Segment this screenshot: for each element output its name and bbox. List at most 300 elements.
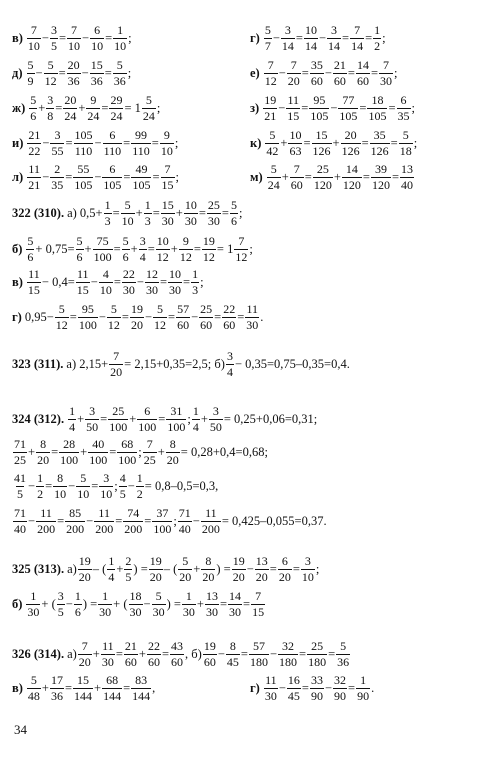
denominator: 20	[232, 569, 245, 584]
fraction	[350, 24, 364, 52]
denominator: 36	[67, 73, 80, 88]
math-line-l7	[12, 235, 253, 263]
part-label: з)	[250, 100, 260, 115]
math-line-l5	[12, 163, 179, 191]
fraction	[202, 235, 216, 263]
numerator: 11	[246, 302, 259, 316]
denominator: 60	[124, 654, 137, 669]
numerator: 1	[192, 404, 199, 418]
fraction	[27, 24, 41, 52]
fraction	[144, 199, 152, 227]
math-line-l2	[12, 59, 131, 87]
math-text: − 0,4=	[41, 274, 75, 289]
numerator: 5	[27, 234, 34, 248]
numerator: 7	[267, 58, 274, 72]
fraction	[176, 303, 190, 331]
fraction	[137, 405, 157, 433]
math-text: −	[98, 309, 106, 324]
fraction	[59, 438, 79, 466]
denominator: 100	[78, 317, 97, 332]
math-text: +	[281, 169, 289, 184]
math-text: ;	[174, 135, 179, 150]
numerator: 5	[270, 162, 277, 176]
part-label: ж)	[12, 100, 26, 115]
math-text: =	[65, 135, 73, 150]
numerator: 14	[345, 162, 358, 176]
math-text: =	[328, 646, 336, 661]
numerator: 19	[264, 93, 277, 107]
fraction	[142, 94, 156, 122]
fraction	[94, 507, 114, 535]
numerator: 2	[54, 162, 61, 176]
denominator: 30	[169, 282, 182, 297]
fraction	[184, 199, 198, 227]
math-text: ;	[249, 241, 253, 256]
numerator: 95	[81, 302, 94, 316]
numerator: 12	[145, 267, 158, 281]
numerator: 19	[232, 554, 245, 568]
fraction	[27, 59, 35, 87]
numerator: 17	[50, 673, 63, 687]
problem-number: 324 (312).	[12, 411, 65, 426]
numerator: 31	[170, 404, 183, 418]
math-text: −	[217, 646, 225, 661]
math-text: =	[152, 205, 160, 220]
numerator: 14	[229, 589, 242, 603]
math-text: ) =	[216, 561, 231, 576]
numerator: 1	[117, 23, 124, 37]
numerator: 5	[182, 554, 189, 568]
denominator: 100	[60, 452, 79, 467]
denominator: 25	[143, 452, 156, 467]
math-text: а) 0,5+	[67, 205, 103, 220]
math-line-l4b	[250, 129, 417, 157]
math-text: =	[123, 135, 131, 150]
denominator: 10	[91, 38, 104, 53]
numerator: 9	[163, 128, 170, 142]
numerator: 3	[304, 554, 311, 568]
fraction	[304, 24, 318, 52]
numerator: 5	[145, 93, 152, 107]
math-text: =	[101, 100, 109, 115]
fraction	[36, 507, 56, 535]
math-line-l3b	[250, 94, 415, 122]
numerator: 6	[109, 128, 116, 142]
fraction	[67, 59, 81, 87]
numerator: 99	[134, 128, 147, 142]
numerator: 15	[315, 128, 328, 142]
denominator: 12	[44, 73, 57, 88]
denominator: 144	[74, 688, 93, 703]
numerator: 85	[69, 506, 82, 520]
denominator: 100	[153, 521, 172, 536]
fraction	[397, 94, 411, 122]
numerator: 7	[293, 162, 300, 176]
math-line-l3	[12, 94, 160, 122]
numerator: 25	[207, 198, 220, 212]
part-label: е)	[250, 65, 260, 80]
fraction	[102, 674, 122, 702]
fraction	[90, 24, 104, 52]
fraction	[264, 59, 278, 87]
numerator: 22	[122, 267, 135, 281]
fraction	[160, 129, 174, 157]
fraction	[27, 674, 41, 702]
math-text: −	[278, 680, 286, 695]
numerator: 19	[130, 302, 143, 316]
fraction	[168, 268, 182, 296]
numerator: 1	[192, 267, 199, 281]
math-line-l4	[12, 129, 178, 157]
fraction	[117, 438, 137, 466]
fraction	[78, 640, 92, 668]
numerator: 5	[47, 58, 54, 72]
math-text: +	[200, 411, 208, 426]
fraction	[203, 640, 217, 668]
fraction	[152, 590, 166, 618]
fraction	[107, 303, 121, 331]
fraction	[63, 94, 77, 122]
numerator: 5	[230, 198, 237, 212]
math-line-l14	[12, 507, 327, 535]
fraction	[109, 350, 123, 378]
numerator: 3	[47, 93, 54, 107]
numerator: 9	[90, 93, 97, 107]
numerator: 71	[178, 506, 191, 520]
fraction	[36, 472, 44, 500]
math-text: =	[301, 100, 309, 115]
math-text: −	[94, 169, 102, 184]
math-line-l1	[12, 24, 132, 52]
math-text: +	[129, 411, 137, 426]
fraction	[182, 590, 196, 618]
denominator: 36	[113, 73, 126, 88]
math-text: −	[278, 100, 286, 115]
numerator: 71	[14, 437, 26, 451]
denominator: 120	[313, 177, 332, 192]
math-text: ;	[156, 100, 161, 115]
math-text: =	[365, 30, 373, 45]
fraction	[226, 350, 234, 378]
denominator: 12	[107, 317, 120, 332]
numerator: 75	[96, 234, 109, 248]
math-text: а) 2,15+	[66, 356, 109, 371]
math-text: ) =	[133, 561, 148, 576]
fraction	[371, 163, 391, 191]
fraction	[13, 472, 27, 500]
fraction	[153, 303, 167, 331]
math-text: ) =	[166, 596, 181, 611]
math-text: =	[361, 135, 369, 150]
numerator: 7	[113, 349, 120, 363]
numerator: 7	[383, 58, 390, 72]
math-text: =	[198, 205, 206, 220]
numerator: 19	[202, 234, 215, 248]
numerator: 1	[360, 673, 367, 687]
math-text: =	[237, 309, 245, 324]
fraction	[166, 405, 186, 433]
denominator: 6	[122, 249, 129, 264]
denominator: 12	[264, 73, 277, 88]
denominator: 20	[179, 569, 192, 584]
denominator: 4	[226, 364, 233, 379]
numerator: 3	[139, 234, 146, 248]
math-line-l9	[12, 303, 263, 331]
numerator: 1	[104, 198, 111, 212]
numerator: 16	[287, 673, 300, 687]
denominator: 60	[223, 317, 236, 332]
fraction	[263, 94, 277, 122]
denominator: 14	[351, 38, 364, 53]
denominator: 30	[27, 604, 40, 619]
math-text: =	[301, 65, 309, 80]
numerator: 3	[89, 404, 96, 418]
math-text: +	[28, 444, 36, 459]
math-text: =	[113, 274, 121, 289]
math-text: = 0,25+0,06=0,31;	[223, 411, 318, 426]
math-text: + (	[113, 596, 128, 611]
fraction	[307, 640, 327, 668]
fraction	[228, 590, 242, 618]
denominator: 30	[207, 213, 220, 228]
numerator: 15	[77, 673, 90, 687]
numerator: 20	[344, 128, 357, 142]
denominator: 3	[104, 213, 111, 228]
denominator: 30	[152, 604, 165, 619]
math-line-l5b	[250, 163, 415, 191]
math-text: −	[35, 65, 43, 80]
fraction	[76, 268, 90, 296]
denominator: 4	[108, 569, 115, 584]
numerator: 1	[136, 471, 143, 485]
math-text: −	[144, 309, 153, 324]
denominator: 40	[178, 521, 191, 536]
numerator: 25	[316, 162, 329, 176]
fraction	[130, 303, 144, 331]
fraction	[13, 507, 27, 535]
problem-number: 323 (311).	[12, 356, 64, 371]
numerator: 40	[92, 437, 105, 451]
math-text: +	[138, 646, 146, 661]
math-text: =	[299, 646, 307, 661]
numerator: 1	[185, 589, 192, 603]
math-text: =	[123, 169, 131, 184]
fraction	[161, 199, 175, 227]
fraction	[251, 590, 265, 618]
denominator: 5	[17, 486, 23, 501]
denominator: 10	[114, 38, 127, 53]
denominator: 90	[357, 688, 370, 703]
denominator: 24	[87, 108, 100, 123]
numerator: 39	[374, 162, 387, 176]
math-text: −	[41, 30, 49, 45]
math-text: =	[121, 309, 129, 324]
denominator: 20	[78, 654, 91, 669]
math-text: −	[136, 274, 144, 289]
math-text: =	[69, 309, 77, 324]
fraction	[99, 472, 113, 500]
numerator: 8	[229, 639, 236, 653]
math-text: – (	[163, 561, 178, 576]
math-text: =	[193, 241, 201, 256]
fraction	[341, 129, 361, 157]
fraction	[313, 163, 333, 191]
numerator: 68	[106, 673, 119, 687]
denominator: 18	[399, 143, 412, 158]
numerator: 57	[177, 302, 190, 316]
math-text: .	[371, 680, 375, 695]
math-text: −	[68, 478, 76, 493]
denominator: 2	[136, 486, 143, 501]
numerator: 68	[121, 437, 134, 451]
fraction	[27, 268, 41, 296]
numerator: 21	[28, 128, 41, 142]
math-text: =	[292, 561, 300, 576]
math-text: −	[94, 135, 102, 150]
denominator: 105	[310, 108, 329, 123]
part-label: л)	[12, 169, 24, 184]
denominator: 105	[103, 177, 122, 192]
denominator: 20	[78, 569, 91, 584]
math-text: −	[143, 596, 151, 611]
numerator: 25	[112, 404, 125, 418]
denominator: 200	[95, 521, 114, 536]
math-text: =	[301, 680, 309, 695]
fraction	[109, 94, 123, 122]
fraction	[367, 94, 387, 122]
numerator: 11	[102, 639, 114, 653]
math-text: =	[55, 100, 63, 115]
numerator: 19	[78, 554, 91, 568]
math-text: −	[42, 135, 50, 150]
math-line-l12	[12, 438, 268, 466]
fraction	[65, 507, 85, 535]
problem-number: 326 (314).	[12, 646, 65, 661]
denominator: 12	[235, 249, 248, 264]
math-text: +	[280, 135, 288, 150]
math-text: =	[105, 30, 113, 45]
denominator: 180	[249, 654, 268, 669]
denominator: 15	[252, 604, 265, 619]
numerator: 7	[81, 639, 88, 653]
denominator: 7	[264, 38, 271, 53]
math-text: =	[295, 30, 303, 45]
numerator: 4	[102, 267, 109, 281]
fraction	[55, 303, 69, 331]
numerator: 19	[203, 639, 216, 653]
numerator: 49	[135, 162, 148, 176]
fraction	[179, 235, 193, 263]
math-text: ;	[138, 444, 142, 459]
numerator: 2	[125, 554, 132, 568]
math-text: =	[161, 646, 170, 661]
denominator: 2	[374, 38, 381, 53]
math-text: +	[80, 444, 88, 459]
part-label: м)	[250, 169, 263, 184]
numerator: 3	[226, 349, 233, 363]
fraction	[245, 303, 259, 331]
math-text: +	[175, 205, 183, 220]
math-text: =	[348, 680, 356, 695]
numerator: 3	[284, 23, 291, 37]
math-text: −	[81, 65, 89, 80]
math-text: =	[113, 241, 121, 256]
fraction	[29, 94, 37, 122]
numerator: 22	[147, 639, 160, 653]
fraction	[267, 163, 281, 191]
fraction	[102, 163, 122, 191]
math-text: =	[168, 309, 176, 324]
denominator: 12	[179, 249, 192, 264]
math-text: =	[51, 444, 59, 459]
denominator: 9	[27, 73, 34, 88]
numerator: 8	[57, 471, 64, 485]
math-text: −	[324, 65, 332, 80]
denominator: 20	[287, 73, 300, 88]
denominator: 110	[132, 143, 150, 158]
math-text: ;	[238, 205, 243, 220]
denominator: 55	[51, 143, 64, 158]
math-text: =	[64, 680, 73, 695]
math-text: −	[324, 680, 333, 695]
part-label: к)	[250, 135, 262, 150]
numerator: 7	[255, 589, 262, 603]
numerator: 83	[135, 673, 148, 687]
part-label: б)	[12, 596, 23, 611]
fraction	[166, 438, 180, 466]
denominator: 105	[132, 177, 151, 192]
fraction	[86, 94, 100, 122]
math-text: =	[144, 513, 152, 528]
part-label: г)	[250, 680, 260, 695]
numerator: 21	[333, 58, 346, 72]
fraction	[234, 235, 248, 263]
fraction	[131, 129, 151, 157]
numerator: 1	[69, 404, 76, 418]
denominator: 14	[304, 38, 317, 53]
math-text: +	[135, 205, 143, 220]
math-text: =	[347, 65, 355, 80]
denominator: 20	[202, 569, 215, 584]
fraction	[78, 303, 98, 331]
denominator: 20	[278, 569, 291, 584]
denominator: 40	[401, 177, 413, 192]
math-text: =	[147, 241, 155, 256]
math-text: ,	[152, 680, 156, 695]
denominator: 30	[182, 604, 195, 619]
fraction	[201, 555, 215, 583]
denominator: 30	[246, 317, 259, 332]
math-text: =	[159, 274, 168, 289]
numerator: 1	[74, 589, 81, 603]
numerator: 19	[149, 554, 162, 568]
denominator: 10	[301, 569, 314, 584]
fraction	[205, 590, 219, 618]
fraction	[278, 640, 298, 668]
fraction	[129, 590, 143, 618]
part-label: г)	[250, 30, 260, 45]
numerator: 10	[169, 267, 182, 281]
fraction	[342, 163, 362, 191]
fraction	[336, 640, 350, 668]
fraction	[312, 129, 332, 157]
denominator: 100	[118, 452, 137, 467]
denominator: 30	[229, 604, 242, 619]
fraction	[88, 438, 108, 466]
denominator: 45	[287, 688, 300, 703]
math-text: ;	[175, 169, 179, 184]
fraction	[121, 199, 135, 227]
